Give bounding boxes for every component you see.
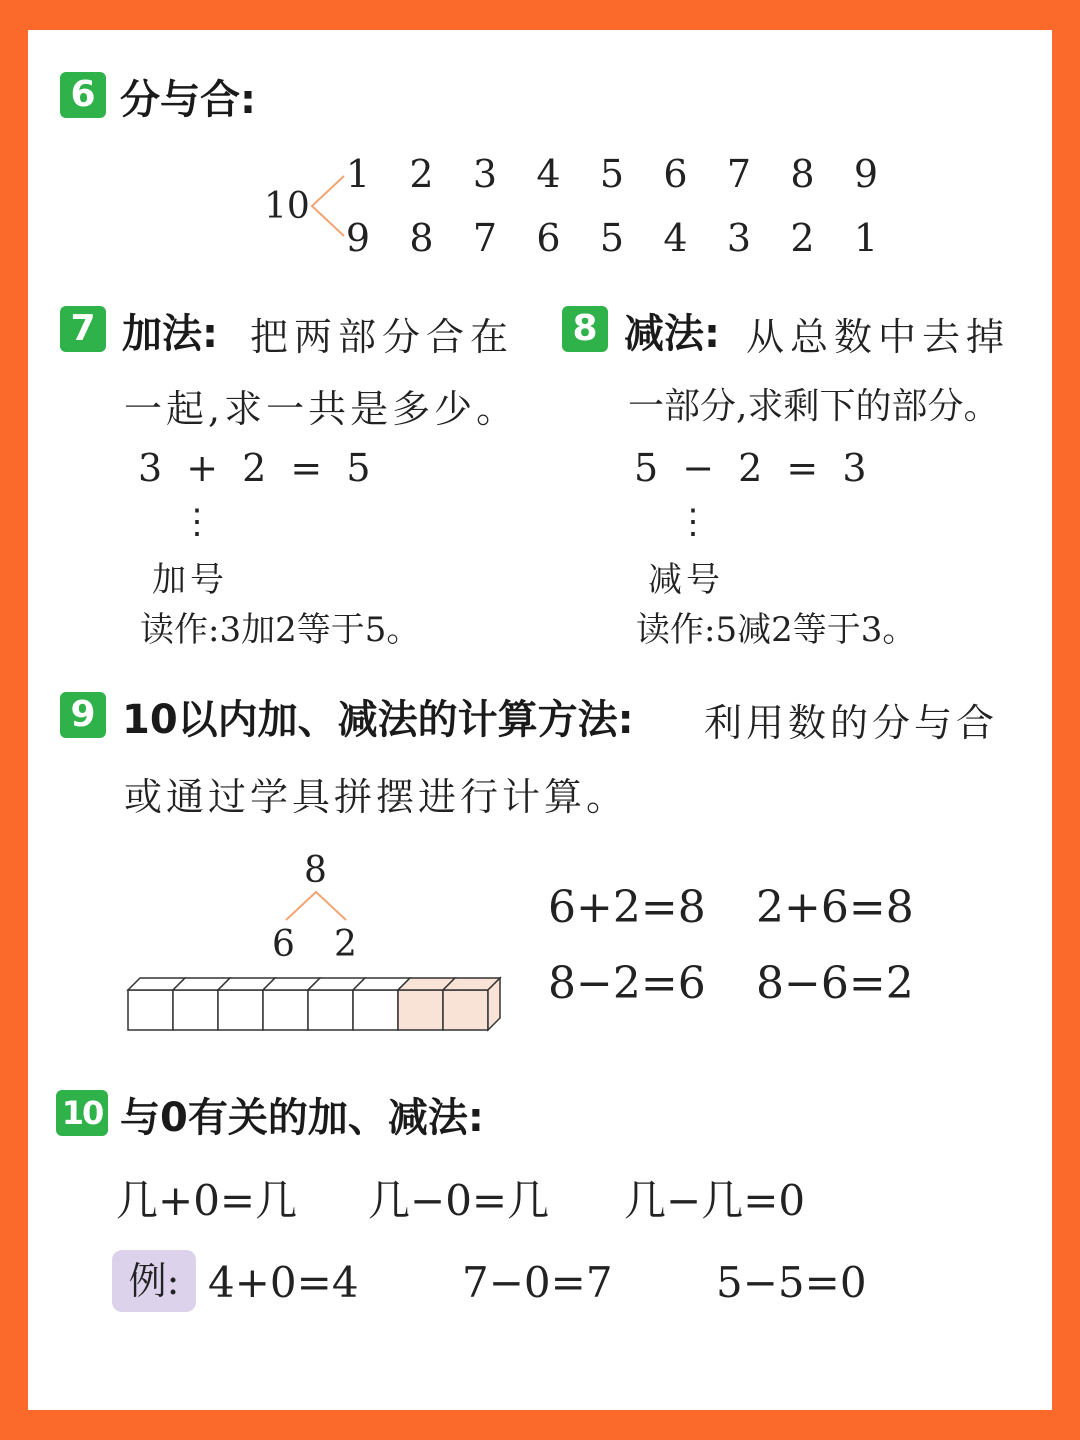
rule-add-zero: 几+0=几	[116, 1176, 298, 1225]
subtraction-pointer-dots: ⋮	[676, 502, 710, 542]
partition-top-number-5: 5	[599, 152, 625, 196]
section-9-desc-line2: 或通过学具拼摆进行计算。	[124, 775, 629, 819]
section-9-desc-line1: 利用数的分与合	[704, 701, 999, 745]
example-add-zero: 4+0=4	[208, 1258, 359, 1307]
section-8-desc-line1: 从总数中去掉	[746, 315, 1011, 359]
section-8-badge: 8	[562, 306, 608, 352]
equation-6-plus-2: 6+2=8	[548, 882, 706, 933]
tree-top-number: 8	[304, 850, 327, 891]
section-10-title: 与0有关的加、减法:	[120, 1095, 484, 1141]
tree-branch	[282, 888, 350, 922]
partition-whole: 10	[264, 186, 310, 227]
partition-bottom-number-8: 2	[790, 216, 815, 260]
example-subtract-self: 5−5=0	[716, 1258, 867, 1307]
plus-sign-label: 加号	[152, 560, 228, 600]
cube-shaded	[443, 978, 500, 1030]
section-7-desc-line2: 一起,求一共是多少。	[124, 387, 519, 431]
subtraction-reading: 读作:5减2等于3。	[636, 610, 917, 650]
addition-pointer-dots: ⋮	[180, 502, 214, 542]
partition-top-number-1: 1	[345, 152, 371, 196]
example-label: 例:	[112, 1250, 196, 1312]
tree-left-number: 6	[272, 924, 295, 965]
partition-bottom-number-1: 9	[345, 216, 371, 260]
counting-cubes	[124, 974, 508, 1040]
equation-8-minus-6: 8−6=2	[756, 958, 914, 1009]
section-6-badge: 6	[60, 72, 106, 118]
section-8-desc-line2: 一部分,求剩下的部分。	[628, 386, 1000, 427]
section-9-badge: 9	[60, 692, 106, 738]
partition-bottom-number-2: 8	[409, 216, 434, 260]
partition-bottom-number-3: 7	[472, 216, 498, 260]
section-6-title: 分与合:	[120, 77, 256, 123]
section-7-title: 加法:	[122, 311, 218, 357]
equation-2-plus-6: 2+6=8	[756, 882, 914, 933]
partition-top-number-8: 8	[790, 152, 815, 196]
partition-top-number-2: 2	[409, 152, 434, 196]
partition-bottom-number-4: 6	[536, 216, 561, 260]
rule-subtract-zero: 几−0=几	[368, 1176, 550, 1225]
partition-bottom-number-9: 1	[853, 216, 879, 260]
equation-8-minus-2: 8−2=6	[548, 958, 706, 1009]
section-10-badge: 10	[56, 1090, 108, 1136]
partition-top-number-7: 7	[726, 152, 752, 196]
partition-top-number-6: 6	[663, 152, 688, 196]
partition-top-number-3: 3	[472, 152, 498, 196]
partition-top-number-9: 9	[853, 152, 879, 196]
partition-bottom-number-7: 3	[726, 216, 752, 260]
section-7-desc-line1: 把两部分合在	[250, 315, 515, 359]
tree-right-number: 2	[334, 924, 357, 965]
subtraction-example-equation: 5 − 2 = 3	[634, 446, 873, 490]
example-subtract-zero: 7−0=7	[462, 1258, 613, 1307]
section-8-title: 减法:	[624, 311, 720, 357]
partition-bottom-number-5: 5	[599, 216, 625, 260]
partition-bottom-number-6: 4	[663, 216, 688, 260]
section-9-title: 10以内加、减法的计算方法:	[122, 697, 634, 743]
addition-reading: 读作:3加2等于5。	[140, 610, 421, 650]
section-7-badge: 7	[60, 306, 106, 352]
minus-sign-label: 减号	[648, 560, 724, 600]
addition-example-equation: 3 + 2 = 5	[138, 446, 377, 490]
partition-top-number-4: 4	[536, 152, 561, 196]
rule-subtract-self: 几−几=0	[624, 1176, 806, 1225]
